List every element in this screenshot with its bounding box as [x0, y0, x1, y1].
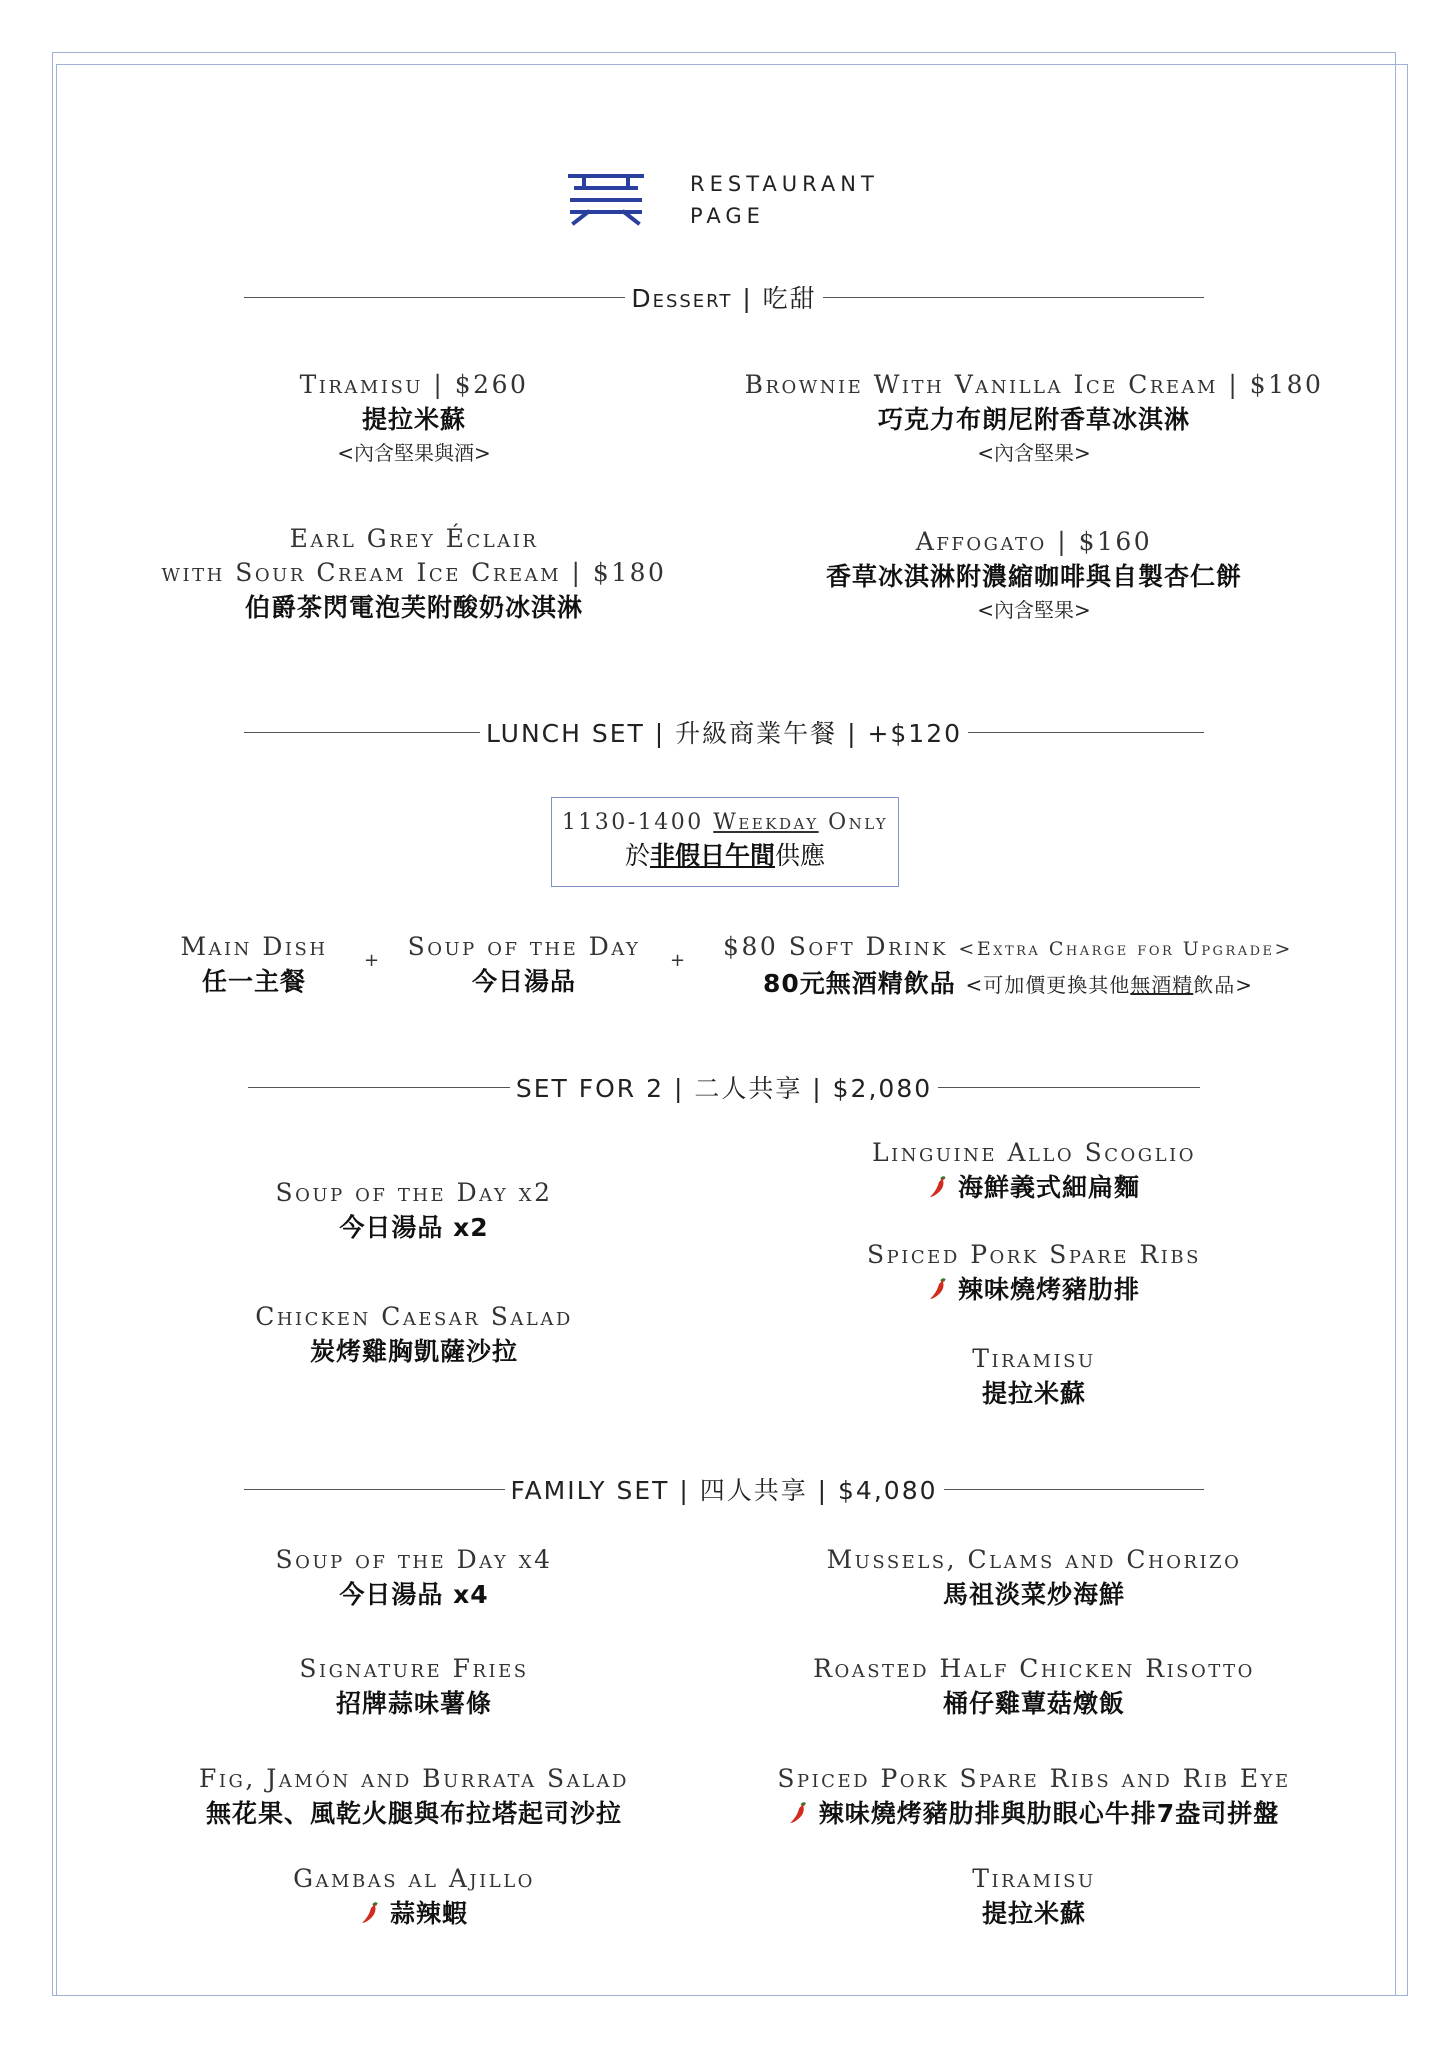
item-en-name: Soup of the Day [407, 932, 641, 961]
restaurant-logo-icon [566, 172, 646, 226]
item-note: <內含堅果與酒> [337, 441, 491, 465]
item-zh-text: 辣味燒烤豬肋排 [957, 1275, 1141, 1304]
family-fig-salad [199, 1762, 629, 1832]
item-zh-name: 香草冰淇淋附濃縮咖啡與自製杏仁餅 [825, 562, 1243, 591]
brand-name [690, 168, 879, 232]
lunch-hours-box [551, 797, 899, 887]
family-gambas [293, 1862, 535, 1932]
item-note: <內含堅果> [977, 441, 1091, 465]
item-zh-name: 任一主餐 [201, 967, 306, 996]
item-en-name: Fig, Jamón and Burrata Salad [199, 1764, 629, 1793]
chili-pepper-icon [928, 1175, 948, 1199]
item-zh-name: 馬祖淡菜炒海鮮 [942, 1580, 1126, 1609]
item-en-name: Chicken Caesar Salad [255, 1302, 573, 1331]
item-en-name: Earl Grey Éclair [289, 524, 539, 553]
lunch-soup [408, 930, 641, 1000]
item-en-name: Brownie With Vanilla Ice Cream | $180 [744, 370, 1324, 399]
set2-tiramisu [972, 1342, 1095, 1412]
section-title-family: FAMILY SET | 四人共享 | $4,080 [510, 1476, 938, 1505]
item-zh-name: 提拉米蘇 [981, 1899, 1087, 1928]
section-divider-family [244, 1469, 1204, 1509]
set2-salad [255, 1300, 573, 1370]
lunch-weekday: Weekday [713, 810, 819, 835]
dessert-affogato [826, 525, 1242, 625]
family-platter [777, 1762, 1290, 1832]
drink-zh-note-pre: <可加價更換其他 [965, 973, 1131, 997]
item-zh-name [867, 1272, 1201, 1308]
item-zh-name [872, 1170, 1196, 1206]
family-fries [299, 1652, 528, 1722]
plus-sign-1: + [364, 950, 380, 971]
item-zh-name: 提拉米蘇 [981, 1379, 1087, 1408]
item-zh-name: 今日湯品 x4 [339, 1580, 489, 1609]
drink-zh: 80元無酒精飲品 [762, 969, 956, 998]
item-en-name: Tiramisu [972, 1864, 1096, 1893]
item-en-name: Spiced Pork Spare Ribs [867, 1240, 1201, 1269]
lunch-time: 1130-1400 [561, 810, 704, 835]
item-en-name: Tiramisu [972, 1344, 1096, 1373]
family-soup [276, 1543, 553, 1613]
item-en-name: Signature Fries [299, 1654, 529, 1683]
drink-zh-note-u: 無酒精 [1130, 973, 1194, 997]
item-en-name: Soup of the Day x2 [275, 1178, 553, 1207]
item-en-name: Linguine Allo Scoglio [872, 1138, 1196, 1167]
item-zh-name: 今日湯品 x2 [339, 1213, 489, 1242]
item-note: <內含堅果> [977, 598, 1091, 622]
item-zh-text: 蒜辣蝦 [389, 1899, 469, 1928]
section-divider-dessert [244, 277, 1204, 317]
lunch-main-dish [180, 930, 327, 1000]
family-risotto [813, 1652, 1255, 1722]
drink-zh-note [965, 973, 1253, 997]
chili-pepper-icon [789, 1801, 809, 1825]
item-en-name: Tiramisu | $260 [299, 370, 529, 399]
drink-zh-note-post: 飲品> [1193, 973, 1254, 997]
item-en-name: Affogato | $160 [915, 527, 1153, 556]
chili-pepper-icon [360, 1901, 380, 1925]
item-zh-text: 辣味燒烤豬肋排與肋眼心牛排7盎司拼盤 [818, 1799, 1280, 1828]
section-title-lunch: LUNCH SET | 升級商業午餐 | +$120 [485, 719, 963, 748]
dessert-eclair [162, 522, 667, 626]
set2-linguine [872, 1136, 1196, 1206]
item-en-name: Mussels, Clams and Chorizo [826, 1545, 1242, 1574]
section-divider-set2 [248, 1067, 1200, 1107]
item-en-name [723, 930, 1293, 966]
lunch-only: Only [828, 810, 889, 835]
item-zh-name: 炭烤雞胸凱薩沙拉 [309, 1337, 519, 1366]
item-en-name-2: with Sour Cream Ice Cream | $180 [161, 558, 667, 587]
lunch-hours-en [552, 808, 898, 838]
family-tiramisu [972, 1862, 1095, 1932]
section-title-set2: SET FOR 2 | 二人共享 | $2,080 [515, 1074, 933, 1103]
item-zh-name: 伯爵茶閃電泡芙附酸奶冰淇淋 [244, 593, 583, 622]
plus-sign-2: + [670, 950, 686, 971]
brand-line-2: PAGE [690, 204, 765, 228]
item-zh-name: 巧克力布朗尼附香草冰淇淋 [877, 405, 1190, 434]
lunch-zh-post: 供應 [775, 841, 826, 870]
item-en-name: Spiced Pork Spare Ribs and Rib Eye [777, 1764, 1291, 1793]
lunch-hours-zh [552, 838, 898, 874]
item-zh-name [777, 1796, 1290, 1832]
item-zh-name: 無花果、風乾火腿與布拉塔起司沙拉 [205, 1799, 622, 1828]
item-zh-name: 桶仔雞蕈菇燉飯 [942, 1689, 1125, 1718]
item-en-name: Main Dish [180, 932, 328, 961]
set2-ribs [867, 1238, 1201, 1308]
brand-line-1: RESTAURANT [690, 172, 879, 196]
lunch-drink [723, 930, 1293, 1002]
section-title-dessert: Dessert | 吃甜 [631, 284, 817, 313]
item-zh-name: 今日湯品 [471, 967, 577, 996]
set2-soup [276, 1176, 553, 1246]
drink-en-note: <Extra Charge for Upgrade> [958, 938, 1293, 960]
item-zh-name: 招牌蒜味薯條 [335, 1689, 492, 1718]
item-zh-text: 海鮮義式細扁麵 [957, 1173, 1141, 1202]
item-en-name: Roasted Half Chicken Risotto [813, 1654, 1255, 1683]
drink-en: $80 Soft Drink [723, 932, 948, 961]
item-en-name: Soup of the Day x4 [275, 1545, 553, 1574]
item-zh-name: 提拉米蘇 [361, 405, 467, 434]
lunch-zh-pre: 於 [624, 841, 650, 870]
dessert-tiramisu [300, 368, 529, 468]
lunch-zh-bold: 非假日午間 [649, 841, 775, 870]
item-zh-name [723, 966, 1293, 1002]
chili-pepper-icon [928, 1277, 948, 1301]
section-divider-lunch [244, 712, 1204, 752]
family-mussels [827, 1543, 1242, 1613]
dessert-brownie [745, 368, 1324, 468]
item-zh-name [293, 1896, 535, 1932]
item-en-name: Gambas al Ajillo [293, 1864, 535, 1893]
